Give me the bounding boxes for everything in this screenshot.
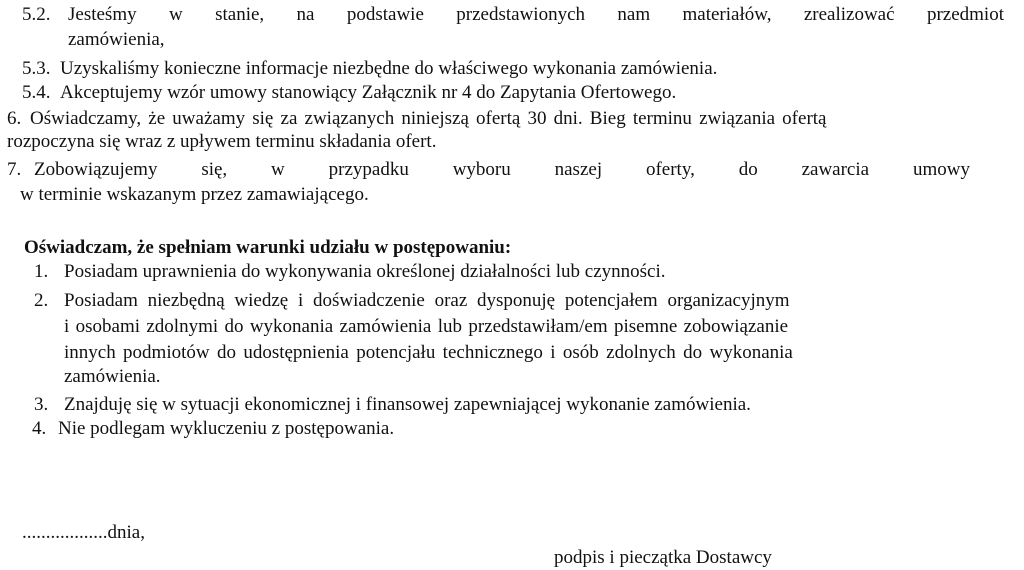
declaration-item-2-line-1: Posiadam niezbędną wiedzę i doświadczenie oraz dysponuję potencjałem organizacyjnym [64, 290, 790, 311]
declaration-item-2-line-4: zamówienia. [64, 366, 161, 387]
date-line: ..................dnia, [22, 522, 145, 543]
declaration-item-1-text: Posiadam uprawnienia do wykonywania określonej działalności lub czynności. [64, 261, 666, 282]
declaration-item-1-number: 1. [34, 261, 49, 282]
item-7-line-2: w terminie wskazanym przez zamawiającego. [20, 184, 369, 205]
item-5-2-number: 5.2. [22, 4, 51, 25]
declaration-item-4-number: 4. [32, 418, 47, 439]
declaration-heading: Oświadczam, że spełniam warunki udziału w postępowaniu: [24, 237, 512, 258]
item-7-line-1: Zobowiązujemy się, w przypadku wyboru naszej oferty, do zawarcia umowy [34, 159, 970, 180]
item-5-4-text: Akceptujemy wzór umowy stanowiący Załącznik nr 4 do Zapytania Ofertowego. [60, 82, 677, 103]
declaration-item-3-text: Znajduję się w sytuacji ekonomicznej i finansowej zapewniającej wykonanie zamówienia. [64, 394, 751, 415]
item-6-line-1: Oświadczamy, że uważamy się za związanych niniejszą ofertą 30 dni. Bieg terminu związania ofertą [30, 108, 827, 129]
item-5-2-line-2: zamówienia, [68, 29, 165, 50]
declaration-item-2-number: 2. [34, 290, 49, 311]
item-6-line-2: rozpoczyna się wraz z upływem terminu składania ofert. [7, 131, 437, 152]
item-7-number: 7. [7, 159, 22, 180]
item-5-3-text: Uzyskaliśmy konieczne informacje niezbędne do właściwego wykonania zamówienia. [60, 58, 718, 79]
declaration-item-2-line-3: innych podmiotów do udostępnienia potencjału technicznego i osób zdolnych do wykonania [64, 342, 793, 363]
declaration-item-2-line-2: i osobami zdolnymi do wykonania zamówienia lub przedstawiłam/em pisemne zobowiązanie [64, 316, 789, 337]
item-5-3-number: 5.3. [22, 58, 51, 79]
signature-label: podpis i pieczątka Dostawcy [554, 547, 772, 568]
declaration-item-4-text: Nie podlegam wykluczeniu z postępowania. [58, 418, 395, 439]
item-5-2-line-1: Jesteśmy w stanie, na podstawie przedstawionych nam materiałów, zrealizować przedmiot [68, 4, 1004, 25]
item-6-number: 6. [7, 108, 22, 129]
item-5-4-number: 5.4. [22, 82, 51, 103]
declaration-item-3-number: 3. [34, 394, 49, 415]
